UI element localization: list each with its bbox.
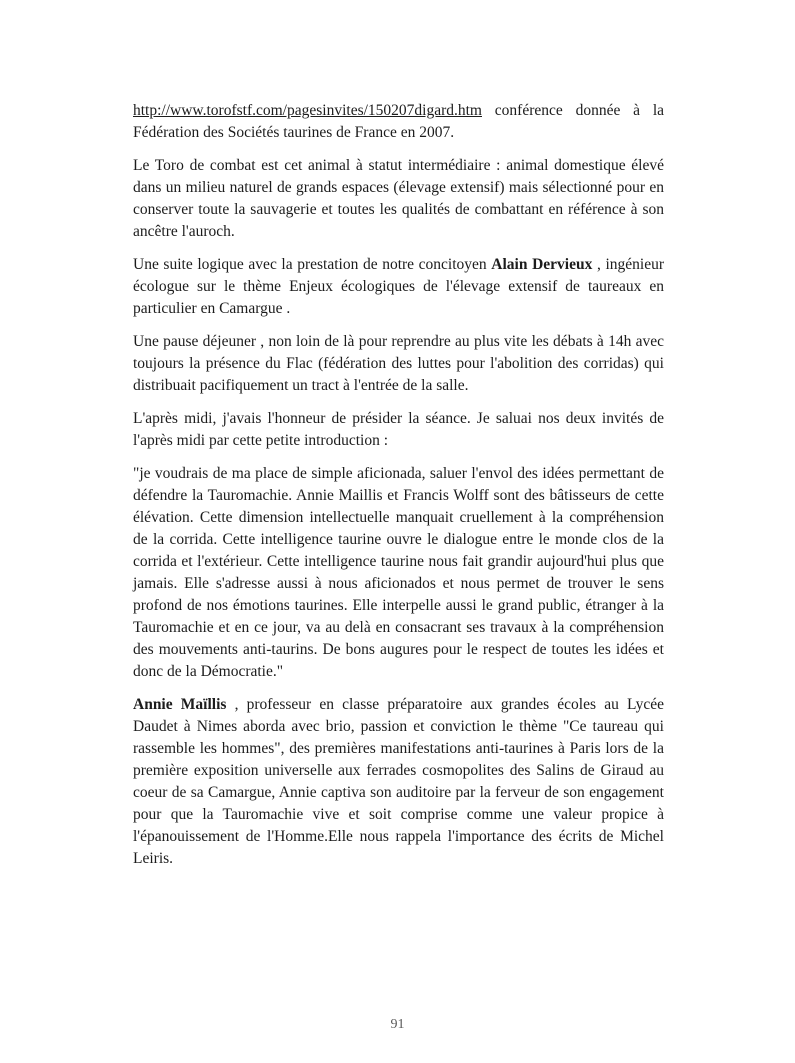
document-content — [133, 100, 664, 881]
paragraph-text: , ingénieur écologue sur le thème Enjeux écologiques de l'élevage extensif de taureaux en particulier en Camargue . — [133, 256, 664, 317]
paragraph-annie-maillis — [133, 694, 664, 870]
paragraph-toro-combat: Le Toro de combat est cet animal à statut intermédiaire : animal domestique élevé dans un milieu naturel de grands espaces (élevage extensif) mais sélectionné pour en conserver toute la sauvagerie et toutes les qualités de combattant en référence à son ancêtre l'auroch. — [133, 157, 664, 240]
paragraph-text: Une suite logique avec la prestation de notre concitoyen — [133, 256, 492, 273]
paragraph-apres-midi: L'après midi, j'avais l'honneur de présider la séance. Je saluai nos deux invités de l'après midi par cette petite introduction : — [133, 410, 664, 449]
page-number: 91 — [390, 1017, 405, 1032]
paragraph-pause-dejeuner: Une pause déjeuner , non loin de là pour reprendre au plus vite les débats à 14h avec toujours la présence du Flac (fédération des luttes pour l'abolition des corridas) qui distribuait pacifiquement un tract à l'entrée de la salle. — [133, 333, 664, 394]
person-name-bold: Alain Dervieux — [491, 256, 593, 273]
paragraph-alain-dervieux — [133, 254, 664, 320]
paragraph-text: conférence donnée à la Fédération des Sociétés taurines de France en 2007. — [133, 102, 664, 141]
person-name-bold: Annie Maïllis — [133, 696, 227, 713]
paragraph-url-reference — [133, 100, 664, 144]
external-link[interactable]: http://www.torofstf.com/pagesinvites/150207digard.htm — [133, 102, 482, 119]
paragraph-quote-introduction: "je voudrais de ma place de simple aficionada, saluer l'envol des idées permettant de défendre la Tauromachie. Annie Maillis et Francis Wolff sont des bâtisseurs de cette élévation. Cette dimension intellectuelle manquait cruellement à la compréhension de la corrida. Cette intelligence taurine ouvre le dialogue entre le monde clos de la corrida et l'extérieur. Cette intelligence taurine nous fait grandir aujourd'hui plus que jamais. Elle s'adresse aussi à nous aficionados et nous permet de trouver le sens profond de nos émotions taurines. Elle interpelle aussi le grand public, étranger à la Tauromachie et en ce jour, va au delà en consacrant ses travaux à la compréhension des mouvements anti-taurins. De bons augures pour le respect de toutes les idées et donc de la Démocratie." — [133, 465, 664, 680]
paragraph-text: , professeur en classe préparatoire aux grandes écoles au Lycée Daudet à Nimes aborda avec brio, passion et conviction le thème "Ce taureau qui rassemble les hommes", des premières manifestations anti-taurines à Paris lors de la première exposition universelle aux ferrades cosmopolites des Salins de Giraud au coeur de sa Camargue, Annie captiva son auditoire par la ferveur de son engagement pour que la Tauromachie vive et soit comprise comme une valeur propice à l'épanouissement de l'Homme.Elle nous rappela l'importance des écrits de Michel Leiris. — [133, 696, 664, 867]
